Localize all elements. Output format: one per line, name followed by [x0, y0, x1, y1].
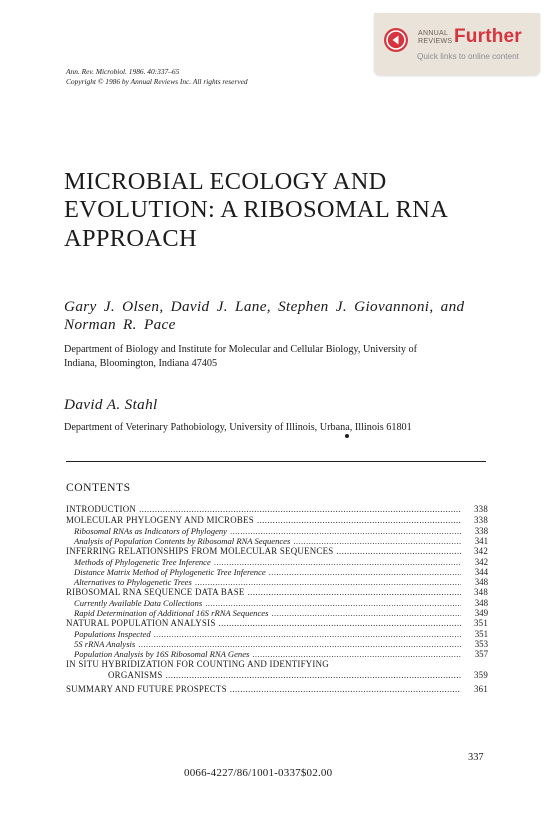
badge-further-word[interactable]: Further [454, 26, 522, 47]
toc-entry[interactable] [66, 639, 488, 649]
toc-label: Population Analysis by 16S Ribosomal RNA Genes [74, 649, 250, 659]
toc-label: Alternatives to Phylogenetic Trees [74, 577, 192, 587]
toc-page: 341 [474, 536, 488, 546]
toc-label: NATURAL POPULATION ANALYSIS [66, 618, 216, 628]
toc-page: 338 [474, 526, 488, 536]
toc-label: INFERRING RELATIONSHIPS FROM MOLECULAR SEQUENCES [66, 546, 334, 556]
authors-line-2: Norman R. Pace [64, 315, 176, 333]
toc-entry[interactable] [66, 670, 488, 684]
toc-entry[interactable] [66, 536, 488, 546]
author-list [64, 298, 464, 333]
toc-page: 338 [473, 504, 488, 514]
play-arrow-icon[interactable] [384, 28, 408, 52]
toc-label: ORGANISMS [108, 670, 163, 680]
toc-page: 357 [474, 649, 488, 659]
toc-entry[interactable] [66, 546, 488, 557]
toc-entry[interactable] [66, 684, 488, 695]
further-badge[interactable] [374, 13, 540, 75]
toc-page: 348 [473, 587, 488, 597]
toc-label: 5S rRNA Analysis [74, 639, 136, 649]
decorative-dot [345, 434, 349, 438]
badge-tagline: Quick links to online content [417, 52, 519, 61]
affiliation-1-line-1: Department of Biology and Institute for Molecular and Cellular Biology, University of [64, 344, 417, 355]
page-number: 337 [468, 752, 484, 763]
article-title [64, 168, 504, 253]
toc-entry[interactable] [66, 577, 488, 587]
author-second: David A. Stahl [64, 396, 158, 413]
toc-entry[interactable] [66, 659, 488, 670]
toc-entry[interactable] [66, 557, 488, 567]
toc-page: 353 [474, 639, 488, 649]
toc-page: 349 [474, 608, 488, 618]
toc-label: Analysis of Population Contents by Ribosomal RNA Sequences [74, 536, 291, 546]
toc-entry[interactable] [66, 608, 488, 618]
title-line-3: APPROACH [64, 224, 197, 252]
toc-page: 342 [473, 546, 488, 556]
toc-label: MOLECULAR PHYLOGENY AND MICROBES [66, 515, 254, 525]
table-of-contents [66, 504, 488, 695]
toc-entry[interactable] [66, 515, 488, 526]
toc-label: Populations Inspected [74, 629, 151, 639]
affiliation-2: Department of Veterinary Pathobiology, University of Illinois, Urbana, Illinois 61801 [64, 422, 412, 433]
citation-line-1: Ann. Rev. Microbiol. 1986. 40:337–65 [66, 67, 180, 76]
toc-label: INTRODUCTION [66, 504, 137, 514]
title-line-2: EVOLUTION: A RIBOSOMAL RNA [64, 196, 449, 224]
toc-entry[interactable] [66, 526, 488, 536]
toc-entry[interactable] [66, 618, 488, 629]
toc-page: 361 [473, 684, 488, 694]
toc-page: 344 [474, 567, 488, 577]
toc-label: Rapid Determination of Additional 16S rRNA Sequences [74, 608, 269, 618]
article-code: 0066-4227/86/1001-0337$02.00 [184, 767, 333, 779]
citation-line-2: Copyright © 1986 by Annual Reviews Inc. All rights reserved [66, 77, 248, 86]
toc-label: RIBOSOMAL RNA SEQUENCE DATA BASE [66, 587, 245, 597]
toc-label: Methods of Phylogenetic Tree Inference [74, 557, 211, 567]
affiliation-1 [64, 343, 494, 371]
authors-line-1: Gary J. Olsen, David J. Lane, Stephen J. Giovannoni, and [64, 298, 465, 315]
toc-entry[interactable] [66, 629, 488, 639]
toc-label: SUMMARY AND FUTURE PROSPECTS [66, 684, 227, 694]
toc-entry[interactable] [66, 649, 488, 659]
badge-annual-label: ANNUAL [418, 30, 449, 37]
toc-page: 351 [473, 618, 488, 628]
toc-entry[interactable] [66, 598, 488, 608]
toc-label: Ribosomal RNAs as Indicators of Phylogeny [74, 526, 228, 536]
toc-page: 338 [473, 515, 488, 525]
toc-label: Distance Matrix Method of Phylogenetic Tree Inference [74, 567, 266, 577]
toc-page: 348 [474, 598, 488, 608]
title-line-1: MICROBIAL ECOLOGY AND [64, 168, 387, 195]
toc-label: IN SITU HYBRIDIZATION FOR COUNTING AND IDENTIFYING [66, 659, 329, 669]
toc-label: Currently Available Data Collections [74, 598, 203, 608]
toc-page: 359 [473, 670, 488, 680]
toc-entry[interactable] [66, 504, 488, 515]
toc-entry[interactable] [66, 587, 488, 598]
affiliation-1-line-2: Indiana, Bloomington, Indiana 47405 [64, 358, 218, 369]
toc-page: 342 [474, 557, 488, 567]
toc-page: 351 [474, 629, 488, 639]
contents-heading: CONTENTS [66, 481, 131, 494]
badge-reviews-label: REVIEWS [418, 38, 453, 45]
toc-entry[interactable] [66, 567, 488, 577]
toc-page: 348 [474, 577, 488, 587]
section-divider [66, 461, 486, 462]
